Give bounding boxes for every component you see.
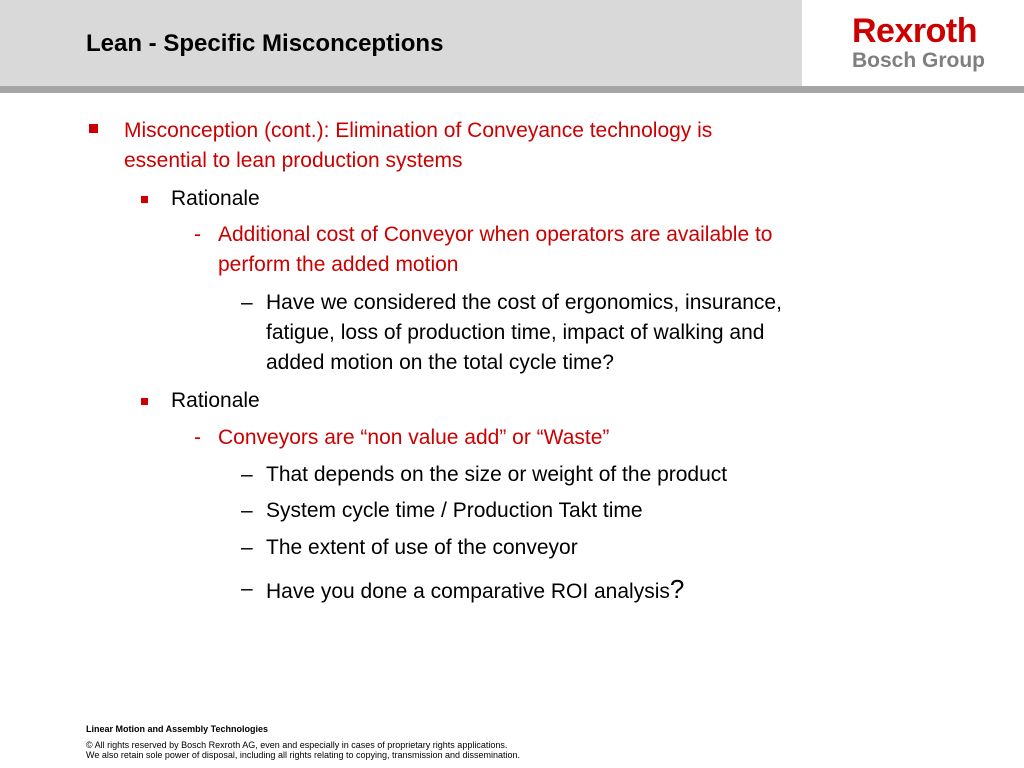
footer-title: Linear Motion and Assembly Technologies — [86, 724, 269, 734]
hyphen-bullet-icon: - — [194, 426, 201, 449]
hyphen-bullet-icon: - — [194, 223, 201, 246]
detail-1-line-1: Have we considered the cost of ergonomics, insurance, — [266, 291, 782, 314]
footer-copyright-line-2: We also retain sole power of disposal, including all rights relating to copying, transmission and dissemination. — [86, 750, 521, 760]
detail-5-text: Have you done a comparative ROI analysis — [266, 580, 670, 603]
detail-4: The extent of use of the conveyor — [266, 536, 578, 559]
square-bullet-icon — [141, 398, 148, 405]
logo-subtitle: Bosch Group — [852, 49, 986, 72]
footer-copyright — [86, 740, 520, 760]
dash-bullet-icon: – — [241, 499, 253, 522]
detail-5 — [266, 574, 684, 607]
page-title: Lean - Specific Misconceptions — [86, 30, 444, 57]
misconception-line-2: essential to lean production systems — [124, 149, 463, 172]
detail-5-question-mark: ? — [669, 574, 685, 604]
detail-2: That depends on the size or weight of the product — [266, 463, 728, 486]
dash-bullet-icon: – — [241, 463, 253, 486]
rationale-heading-2: Rationale — [171, 389, 260, 412]
sub-point-2: Conveyors are “non value add” or “Waste” — [218, 426, 610, 449]
dash-bullet-icon: – — [241, 577, 253, 600]
detail-3: System cycle time / Production Takt time — [266, 499, 643, 522]
footer-copyright-line-1: © All rights reserved by Bosch Rexroth AG, even and especially in cases of proprietary rights applications. — [86, 740, 508, 750]
dash-bullet-icon: – — [241, 536, 253, 559]
square-bullet-icon — [141, 196, 148, 203]
detail-1-line-2: fatigue, loss of production time, impact of walking and — [266, 321, 765, 344]
dash-bullet-icon: – — [241, 291, 253, 314]
sub-point-1-line-1: Additional cost of Conveyor when operators are available to — [218, 223, 773, 246]
square-bullet-icon — [89, 124, 98, 133]
logo-wordmark: Rexroth — [852, 12, 977, 50]
misconception-line-1: Misconception (cont.): Elimination of Conveyance technology is — [124, 119, 713, 142]
rationale-heading-1: Rationale — [171, 187, 260, 210]
sub-point-1-line-2: perform the added motion — [218, 253, 459, 276]
detail-1-line-3: added motion on the total cycle time? — [266, 351, 614, 374]
